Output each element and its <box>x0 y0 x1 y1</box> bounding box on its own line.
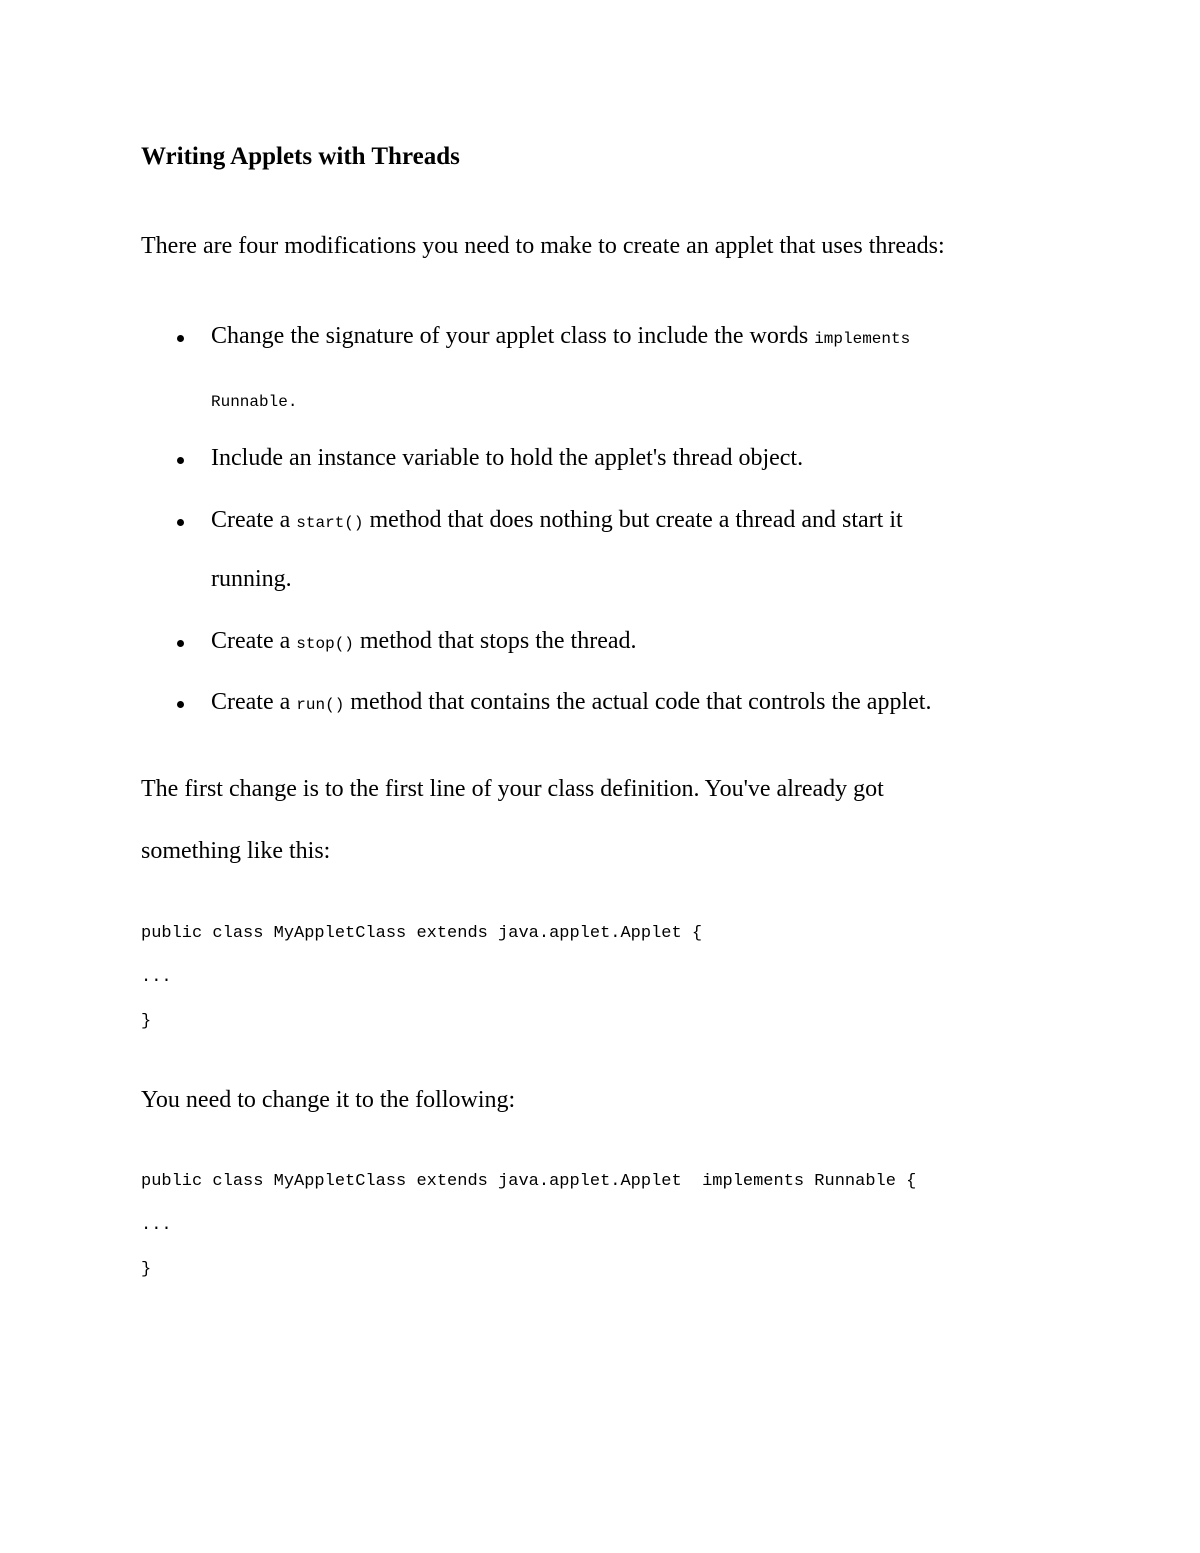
bullet-dot-icon <box>177 701 184 708</box>
list-item-text <box>211 626 637 659</box>
code-line: public class MyAppletClass extends java.applet.Applet implements Runnable { <box>141 1172 917 1191</box>
inline-code: start() <box>296 514 364 532</box>
inline-code: Runnable. <box>211 393 298 411</box>
list-item-text-post: method that does nothing but create a thread and start it <box>363 507 903 533</box>
list-item-text: Include an instance variable to hold the applet's thread object. <box>211 445 804 471</box>
list-item-text-post: method that stops the thread. <box>353 628 637 654</box>
paragraph-line: The first change is to the first line of your class definition. You've already got <box>141 776 884 802</box>
list-item-text <box>211 505 903 538</box>
list-item-text-pre: Create a <box>211 507 297 533</box>
inline-code: run() <box>296 696 345 714</box>
list-item-text <box>211 687 931 720</box>
list-item-text-pre: Create a <box>211 628 297 654</box>
bullet-dot-icon <box>177 519 184 526</box>
code-line: } <box>141 1260 152 1279</box>
paragraph-line: something like this: <box>141 838 331 864</box>
list-item-text-pre: Change the signature of your applet class to include the words <box>211 323 815 349</box>
list-item-continuation <box>211 384 297 417</box>
page-title: Writing Applets with Threads <box>141 143 460 170</box>
code-line: } <box>141 1012 152 1031</box>
list-item-text-pre: Create a <box>211 689 297 715</box>
code-line: public class MyAppletClass extends java.applet.Applet { <box>141 924 703 943</box>
bullet-dot-icon <box>177 335 184 342</box>
list-item-continuation: running. <box>211 566 292 592</box>
code-line: ... <box>141 968 172 987</box>
inline-code: implements <box>814 330 911 348</box>
inline-code: stop() <box>296 635 354 653</box>
list-item-text-post: method that contains the actual code that controls the applet. <box>344 689 932 715</box>
bullet-dot-icon <box>177 457 184 464</box>
bullet-dot-icon <box>177 640 184 647</box>
intro-paragraph: There are four modifications you need to make to create an applet that uses threads: <box>141 233 945 259</box>
list-item-text <box>211 321 910 354</box>
code-line: ... <box>141 1216 172 1235</box>
paragraph-line: You need to change it to the following: <box>141 1087 516 1113</box>
